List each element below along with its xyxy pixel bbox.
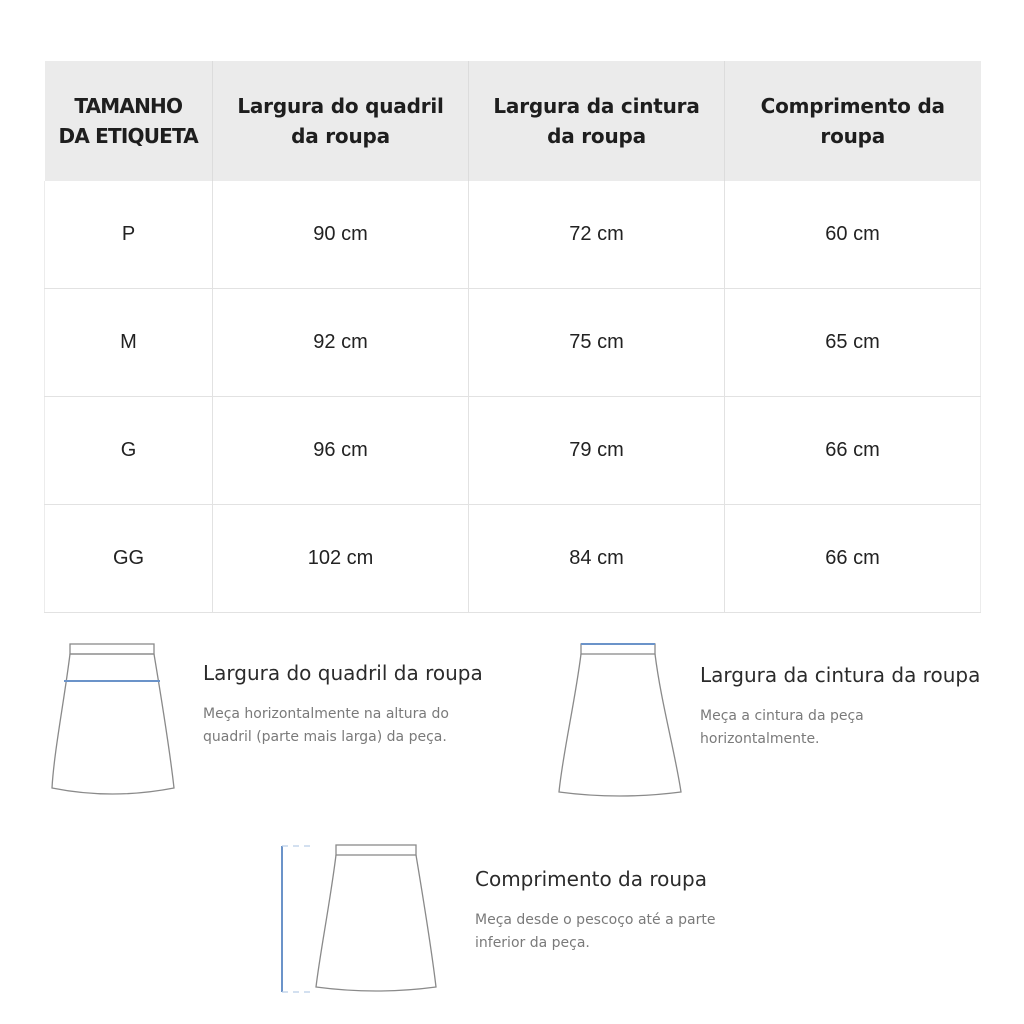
table-row bbox=[45, 289, 981, 397]
header-label-size: TAMANHO DA ETIQUETA bbox=[45, 61, 213, 181]
size-chart-table bbox=[44, 61, 981, 613]
header-waist-width: Largura da cintura da roupa bbox=[469, 61, 725, 181]
guide-waist-description: Meça a cintura da peça horizontalmente. bbox=[700, 708, 864, 747]
skirt-length-measure-icon bbox=[280, 843, 440, 995]
skirt-waist-measure-icon bbox=[557, 642, 685, 800]
cell-length: 60 cm bbox=[725, 181, 981, 289]
cell-waist: 84 cm bbox=[469, 505, 725, 613]
guide-length-title: Comprimento da roupa bbox=[475, 867, 708, 891]
guide-length-description: Meça desde o pescoço até a parte inferior da peça. bbox=[475, 912, 716, 951]
table-row bbox=[45, 505, 981, 613]
header-row bbox=[45, 61, 981, 181]
cell-hip: 92 cm bbox=[213, 289, 469, 397]
header-hip-width: Largura do quadril da roupa bbox=[213, 61, 469, 181]
cell-length: 66 cm bbox=[725, 397, 981, 505]
guide-hip-title: Largura do quadril da roupa bbox=[203, 661, 483, 685]
guide-hip-description: Meça horizontalmente na altura do quadril (parte mais larga) da peça. bbox=[203, 706, 449, 745]
cell-waist: 79 cm bbox=[469, 397, 725, 505]
cell-size: G bbox=[45, 397, 213, 505]
header-length: Comprimento da roupa bbox=[725, 61, 981, 181]
cell-length: 65 cm bbox=[725, 289, 981, 397]
cell-size: M bbox=[45, 289, 213, 397]
cell-waist: 72 cm bbox=[469, 181, 725, 289]
cell-length: 66 cm bbox=[725, 505, 981, 613]
cell-hip: 96 cm bbox=[213, 397, 469, 505]
cell-size: P bbox=[45, 181, 213, 289]
cell-waist: 75 cm bbox=[469, 289, 725, 397]
table-row bbox=[45, 181, 981, 289]
table-row bbox=[45, 397, 981, 505]
cell-hip: 90 cm bbox=[213, 181, 469, 289]
skirt-hip-measure-icon bbox=[50, 642, 178, 800]
cell-size: GG bbox=[45, 505, 213, 613]
cell-hip: 102 cm bbox=[213, 505, 469, 613]
table-header bbox=[45, 61, 981, 181]
guide-waist-title: Largura da cintura da roupa bbox=[700, 663, 981, 687]
